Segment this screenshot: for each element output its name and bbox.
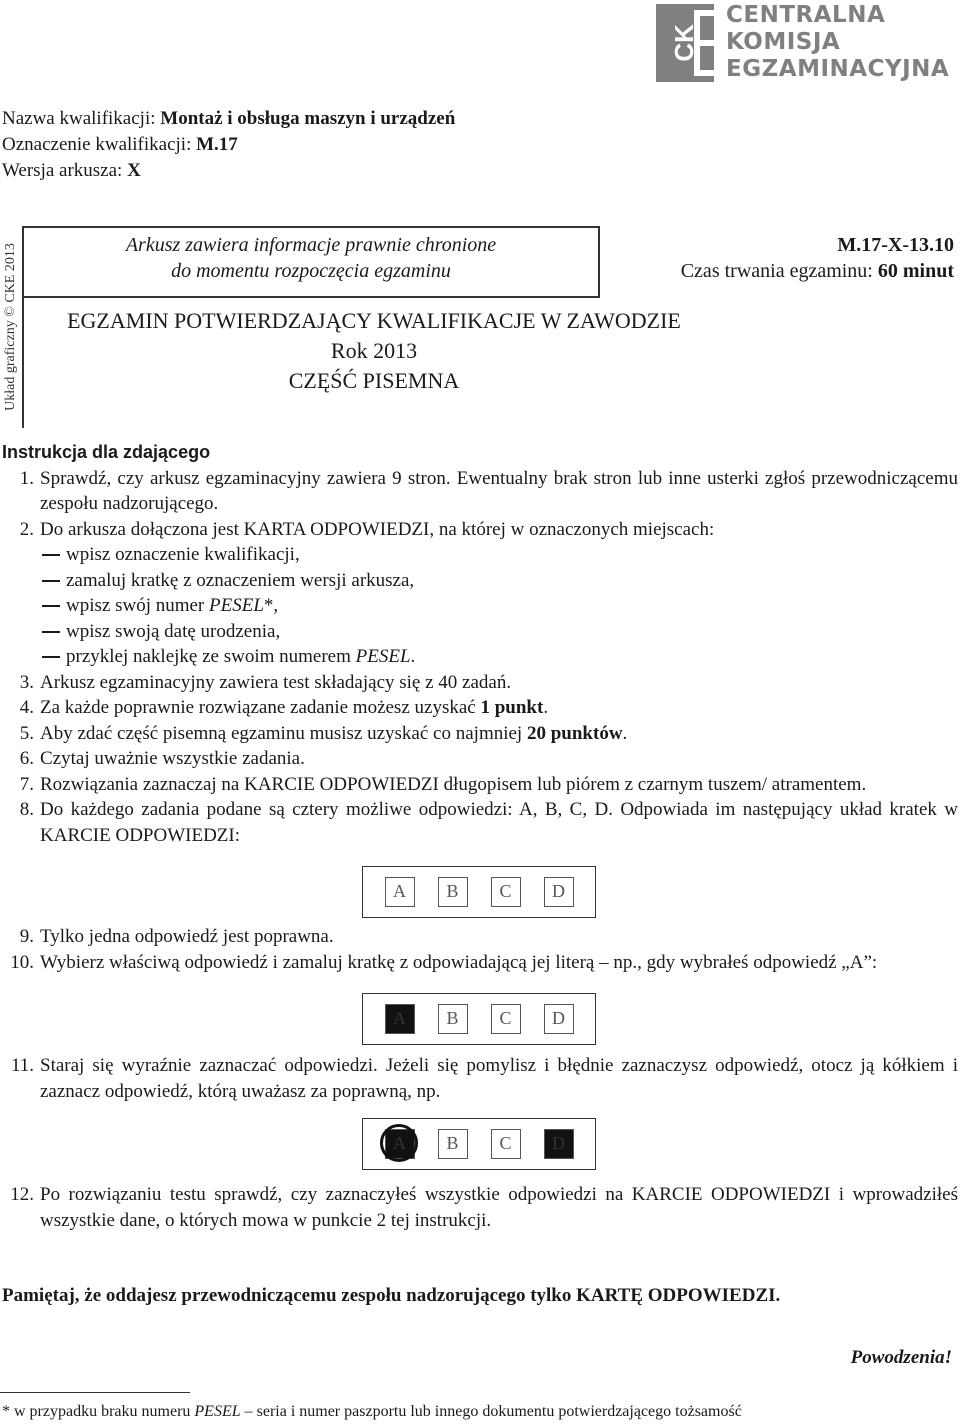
cke-logo-mark: CK	[656, 4, 714, 82]
answer-box-d: D	[544, 877, 574, 907]
instruction-item: 2. Do arkusza dołączona jest KARTA ODPOWIEDZI, na której w oznaczonych miejscach:	[19, 518, 715, 540]
sheet-code-block	[681, 232, 954, 284]
instructions-heading: Instrukcja dla zdającego	[2, 442, 211, 462]
exam-title-block	[24, 306, 724, 396]
exam-part: CZĘŚĆ PISEMNA	[288, 368, 460, 393]
exam-duration: Czas trwania egzaminu: 60 minut	[680, 260, 954, 282]
frame-line	[598, 226, 600, 298]
answer-box-b: B	[438, 1129, 468, 1159]
answer-box-b: B	[438, 1004, 468, 1034]
instruction-item: 9. Tylko jedna odpowiedź jest poprawna.	[19, 926, 334, 947]
side-credit: Układ graficzny © CKE 2013	[2, 243, 18, 411]
answer-box-c: C	[491, 1129, 521, 1159]
instruction-item: 12. Po rozwiązaniu testu sprawdź, czy zaznaczyłeś wszystkie odpowiedzi na KARCIE ODPOWIEDZI i wprowadziłeś wszystkie dane, o których mowa w punkcie 2 tej instrukcji.	[10, 1184, 958, 1231]
answer-box-a: A	[385, 877, 415, 907]
cke-logo-text: CENTRALNA KOMISJA EGZAMINACYJNA	[726, 2, 950, 82]
qualification-info	[2, 106, 455, 184]
exam-year: Rok 2013	[330, 338, 418, 363]
answer-box-d: D	[544, 1004, 574, 1034]
instruction-item: 7. Rozwiązania zaznaczaj na KARCIE ODPOWIEDZI długopisem lub piórem z czarnym tuszem/ atramentem.	[19, 773, 867, 795]
remember-note: Pamiętaj, że oddajesz przewodniczącemu zespołu nadzorującego tylko KARTĘ ODPOWIEDZI.	[2, 1285, 781, 1306]
instruction-item: 10. Wybierz właściwą odpowiedź i zamaluj kratkę z odpowiadającą jej literą – np., gdy wybrałeś odpowiedź „A”:	[10, 951, 878, 973]
footnote: * w przypadku braku numeru PESEL – seria i numer paszportu lub innego dokumentu potwierdzającego tożsamość	[2, 1403, 742, 1420]
sheet-code: M.17-X-13.10	[837, 234, 954, 256]
instruction-subitem: zamaluj kratkę z oznaczeniem wersji arkusza,	[2, 568, 958, 594]
answer-grid-correction-example	[2, 1118, 958, 1168]
answer-box-d: D	[544, 1129, 574, 1159]
sheet-version: Wersja arkusza: X	[2, 160, 141, 181]
answer-box-a: A	[385, 1129, 415, 1159]
instruction-item: 3. Arkusz egzaminacyjny zawiera test składający się z 40 zadań.	[19, 671, 512, 693]
answer-box-b: B	[438, 877, 468, 907]
instructions	[2, 440, 958, 1233]
instruction-subitem: wpisz oznaczenie kwalifikacji,	[2, 542, 958, 568]
answer-box-a: A	[385, 1004, 415, 1034]
exam-title: EGZAMIN POTWIERDZAJĄCY KWALIFIKACJE W ZAWODZIE	[67, 308, 681, 333]
instruction-item: 5. Aby zdać część pisemną egzaminu musisz uzyskać co najmniej 20 punktów.	[19, 722, 628, 744]
answer-box-c: C	[491, 1004, 521, 1034]
frame-line	[22, 296, 600, 298]
instruction-subitem: wpisz swój numer PESEL*,	[2, 593, 958, 619]
instruction-subitem: przyklej naklejkę ze swoim numerem PESEL.	[2, 644, 958, 670]
frame-line	[22, 226, 600, 228]
footnote-rule	[0, 1392, 190, 1393]
instruction-item: 6. Czytaj uważnie wszystkie zadania.	[19, 748, 305, 769]
answer-grid-filled-example	[2, 993, 958, 1043]
qualification-name: Nazwa kwalifikacji: Montaż i obsługa maszyn i urządzeń	[2, 108, 456, 129]
cke-logo	[656, 4, 960, 84]
instruction-item: 4. Za każde poprawnie rozwiązane zadanie możesz uzyskać 1 punkt.	[19, 697, 549, 718]
qualification-code: Oznaczenie kwalifikacji: M.17	[2, 134, 238, 155]
instruction-item: 1. Sprawdź, czy arkusz egzaminacyjny zawiera 9 stron. Ewentualny brak stron lub inne usterki zgłoś przewodniczącemu zespołu nadzorującego.	[19, 467, 958, 514]
answer-box-c: C	[491, 877, 521, 907]
instruction-item: 11. Staraj się wyraźnie zaznaczać odpowiedzi. Jeżeli się pomylisz i błędnie zaznaczysz odpowiedź, otocz ją kółkiem i zaznacz odpowiedź, którą uważasz za poprawną, np.	[10, 1055, 958, 1102]
instruction-item: 8. Do każdego zadania podane są cztery możliwe odpowiedzi: A, B, C, D. Odpowiada im następujący układ kratek w KARCIE ODPOWIEDZI:	[19, 799, 958, 846]
answer-grid-example	[2, 866, 958, 916]
instruction-subitem: wpisz swoją datę urodzenia,	[2, 619, 958, 645]
confidential-notice: Arkusz zawiera informacje prawnie chronione do momentu rozpoczęcia egzaminu	[125, 234, 497, 282]
good-luck: Powodzenia!	[850, 1347, 952, 1368]
